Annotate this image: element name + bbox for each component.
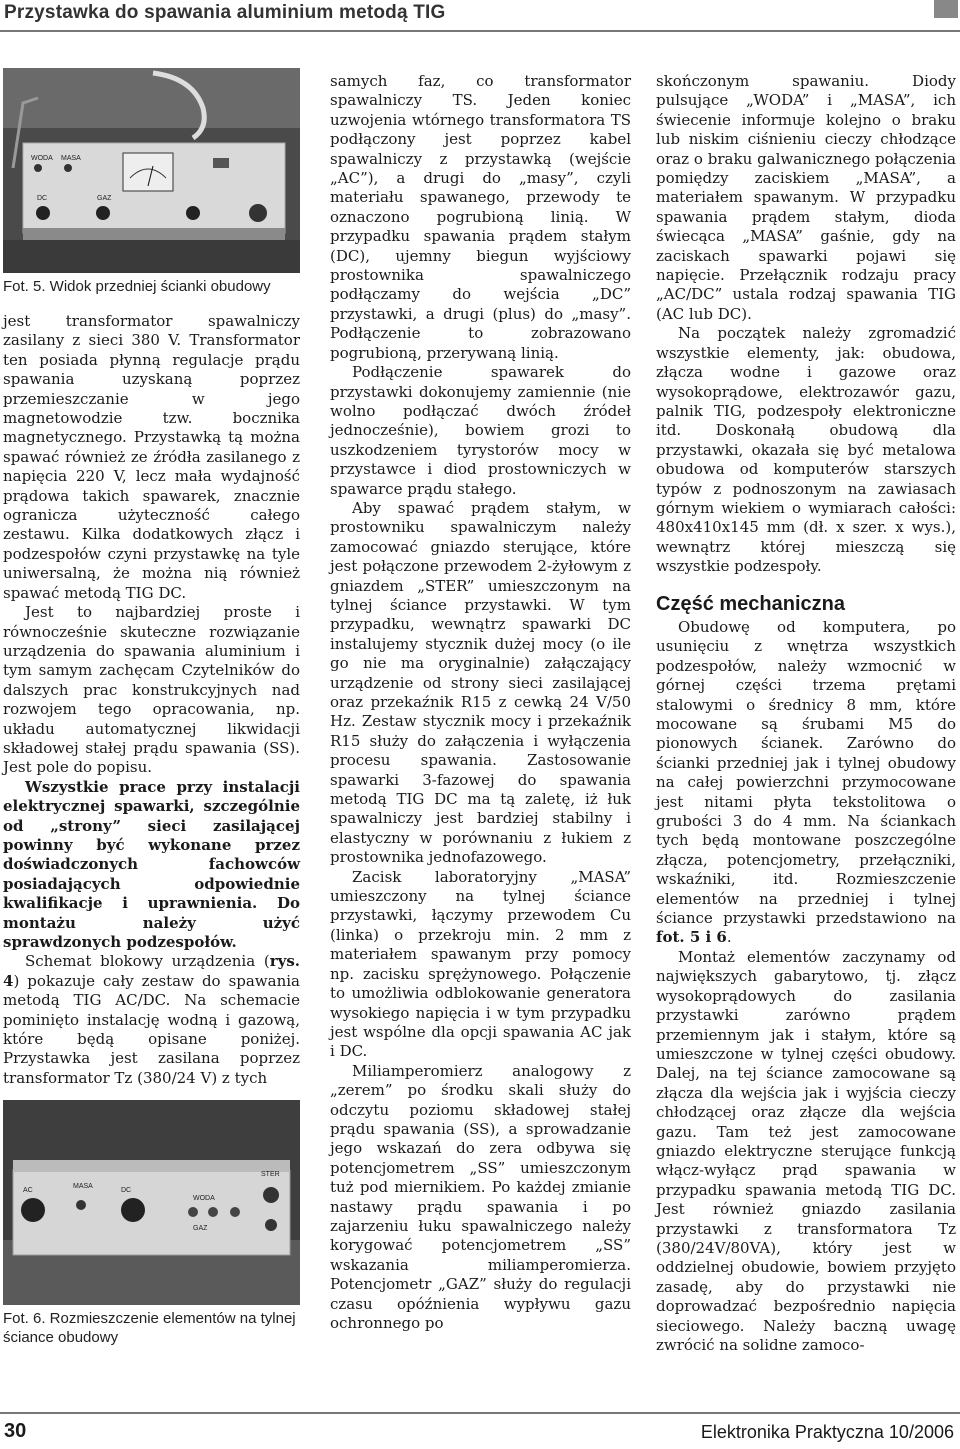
paragraph: Jest to najbardziej proste i równocześnie skuteczne rozwiązanie urządzenia do spawania aluminium i tym samym zachęcam Czytelników do dalszych prac konstrukcyjnych nad rozwojem tego opracowania, np. układu automatycznej likwidacji składowej stałej prądu spawania (SS). Jest pole do popisu.: [3, 603, 300, 777]
paragraph: Podłączenie spawarek do przystawki dokonujemy zamiennie (nie wolno podłączać dwóch źródeł jednocześnie), bowiem grozi to uszkodzeniem tyrystorów mocy w przystawce i diod prostowniczych w spawarce prądu stałego.: [330, 363, 631, 498]
paragraph: Schemat blokowy urządzenia (rys. 4) pokazuje cały zestaw do spawania metodą TIG AC/DC. Na schemacie pominięto instalację wodną i gazową, które będą opisane poniżej. Przystawka jest zasilana poprzez transformator Tz (380/24 V) z tych: [3, 952, 300, 1087]
rear-panel-illustration: [3, 1100, 300, 1305]
paragraph: Obudowę od komputera, po usunięciu z wnętrza wszystkich podzespołów, należy wzmocnić w górnej części trzema prętami stalowymi o średnicy 8 mm, które mocowane są śrubami M5 do pionowych ścianek. Zarówno do ścianki przedniej jak i tylnej obudowy na całej powierzchni przymocowane jest nitami płyta tekstolitowa o grubości 3 do 4 mm. Na ściankach tych będą montowane poszczególne złącza, potencjometry, przełączniki, wskaźniki, itd. Rozmieszczenie elementów na przedniej i tylnej ściance przystawki przedstawiono na fot. 5 i 6.: [656, 617, 956, 947]
label-ac: AC: [23, 1187, 33, 1195]
label-woda-rear: WODA: [193, 1195, 215, 1203]
column-1: [3, 72, 300, 1363]
paragraph: jest transformator spawalniczy zasilany z sieci 380 V. Transformator ten posiada płynną regulacje prądu spawania uzyskaną poprzez przemieszczanie w jego magnetowodzie tzw. bocznika magnetycznego. Przystawką tą można spawać również ze źródła zasilanego z napięcia 220 V, lecz mała wydajność prądowa takich spawarek, znacznie ogranicza użyteczność całego zestawu. Kilka dodatkowych złącz i podzespołów czyni przystawkę na tyle uniwersalną, że można nią również spawać metodą TIG DC.: [3, 312, 300, 602]
figure-ref: rys. 4: [3, 952, 300, 990]
paragraph: skończonym spawaniu. Diody pulsujące „WODA” i „MASA”, ich świecenie informuje kolejno o braku lub niskim ciśnieniu cieczy chłodzące oraz o braku galwanicznego połączenia pomiędzy zaciskiem „MASA”, a materiałem spawanym. W przypadku spawania prądem stałym, dioda świecąca „MASA” gaśnie, gdy na zaciskach spawarki pojawi się napięcie. Przełącznik rodzaju pracy „AC/DC” ustala rodzaj spawania TIG (AC lub DC).: [656, 72, 956, 323]
label-gaz-rear: GAZ: [193, 1225, 208, 1233]
header-rule: [0, 30, 960, 32]
paragraph: Na początek należy zgromadzić wszystkie elementy, jak: obudowa, złącza wodne i gazowe oraz wysokoprądowe, elektrozawór gazu, palnik TIG, podzespoły elektroniczne itd. Doskonałą obudową dla przystawki, okazała się być metalowa obudowa od komputerów starszych typów z podnoszonym na zawiasach górnym wiekiem o wymiarach całości: 480x410x145 mm (dł. x szer. x wys.), wewnątrz której mieszczą się wszystkie podzespoły.: [656, 324, 956, 576]
label-masa: MASA: [61, 155, 81, 162]
label-dc-rear: DC: [121, 1187, 132, 1195]
warning-paragraph: Wszystkie prace przy instalacji elektrycznej spawarki, szczególnie od „strony” sieci zasilającej powinny być wykonane przez doświadczonych fachowców posiadających odpowiednie kwalifikacje i uprawnienia. Do montażu należy użyć sprawdzonych podzespołów.: [3, 777, 300, 951]
label-masa-rear: MASA: [73, 1183, 93, 1191]
caption-fig6: Fot. 6. Rozmieszczenie elementów na tylnej ściance obudowy: [3, 1310, 296, 1347]
running-title: Przystawka do spawania aluminium metodą TIG: [4, 2, 446, 23]
label-gaz: GAZ: [97, 195, 112, 202]
footer-rule: [0, 1412, 960, 1414]
journal-name: Elektronika Praktyczna 10/2006: [700, 1422, 954, 1442]
paragraph: Miliamperomierz analogowy z „zerem” po środku skali służy do odczytu poziomu składowej stałej prądu spawania (SS), a sprowadzanie jego wskazań do zera odbywa się potencjometrem „SS” umieszczonym tuż pod miernikiem. Po każdej zmianie nastawy prądu spawania i po zajarzeniu łuku spawalniczego należy korygować potencjometrem „SS” wskazania miliamperomierza. Potencjometr „GAZ” służy do regulacji czasu opóźnienia wypływu gazu ochronnego po: [330, 1061, 631, 1332]
caption-fig5: Fot. 5. Widok przedniej ścianki obudowy: [3, 278, 271, 295]
figure-ref: fot. 5 i 6: [656, 928, 727, 947]
photo-front-panel: [3, 68, 300, 273]
paragraph: Zacisk laboratoryjny „MASA” umieszczony na tylnej ściance przystawki, łączymy przewodem Cu (linka) o przekroju min. 2 mm z materiałem spawanym przy pomocy np. zacisku sprężynowego. Połączenie to umożliwia odblokowanie generatora wysokiego napięcia i w tym przypadku jest wspólne dla opcji spawania AC jak i DC.: [330, 867, 631, 1061]
paragraph: Montaż elementów zaczynamy od największych gabarytowo, tj. złącz wysokoprądowych do zasilania przystawki zarówno prądem przemiennym jak i stałym, które są umieszczone w tylnej części obudowy. Dalej, na tej ściance zamocowane są złącza dla wejścia jak i wyjścia cieczy chłodzącej oraz złącze dla wejścia gazu. Tam też jest zamocowane gniazdo elektryczne sterujące funkcją włącz-wyłącz prąd spawania w przypadku spawania metodą TIG DC. Jest również gniazdo zasilania przystawki z transformatora Tz (380/24V/80VA), który jest w oddzielnej obudowie, bowiem przyjęto zasadę, aby do przystawki nie doprowadzać bezpośrednio napięcia sieciowego. Należy baczną uwagę zwrócić na solidne zamoco-: [656, 947, 956, 1354]
label-dc: DC: [37, 195, 48, 202]
paragraph: samych faz, co transformator spawalniczy TS. Jeden koniec uzwojenia wtórnego transformatora TS podłączony jest poprzez kabel spawalniczy z przystawką (wejście „AC”), a drugi do „masy”, czyli materiału spawanego, przewody te oznaczono pogrubioną linią. W przypadku spawania prądem stałym (DC), ujemny biegun wyjściowy prostownika spawalniczego podłączamy do wejścia „DC” przystawki, a drugi (plus) do „masy”. Podłączenie to zobrazowano pogrubioną, przerywaną linią.: [330, 72, 631, 362]
label-ster: STER: [261, 1171, 280, 1179]
front-panel-illustration: [3, 68, 300, 273]
column-3: [656, 72, 956, 1355]
section-heading: Część mechaniczna: [656, 592, 845, 615]
header-marker: [934, 0, 958, 18]
paragraph: Aby spawać prądem stałym, w prostowniku spawalniczym należy zamocować gniazdo sterujące, które jest połączone przewodem 2-żyłowym z gniazdem „STER” umieszczonym na tylnej ściance przystawki. W tym przypadku, wewnątrz spawarki DC instalujemy stycznik dużej mocy (o ile go nie ma oryginalnie) załączający urządzenie od strony sieci zasilającej oraz przekaźnik R15 z cewką 24 V/50 Hz. Zestaw stycznik mocy i przekaźnik R15 służy do załączenia i wyłączenia procesu spawania. Zastosowanie spawarki 3-fazowej do spawania metodą TIG DC ma tą zaletę, iż łuk spawalniczy jest bardziej stabilny i elastyczny w porównaniu z łukiem z prostownika jednofazowego.: [330, 498, 631, 867]
photo-rear-panel: [3, 1100, 300, 1305]
page-header: [0, 0, 960, 34]
column-2: [330, 72, 631, 1333]
page-number: 30: [4, 1420, 27, 1442]
page-footer: [0, 1404, 960, 1449]
label-woda: WODA: [31, 155, 53, 162]
